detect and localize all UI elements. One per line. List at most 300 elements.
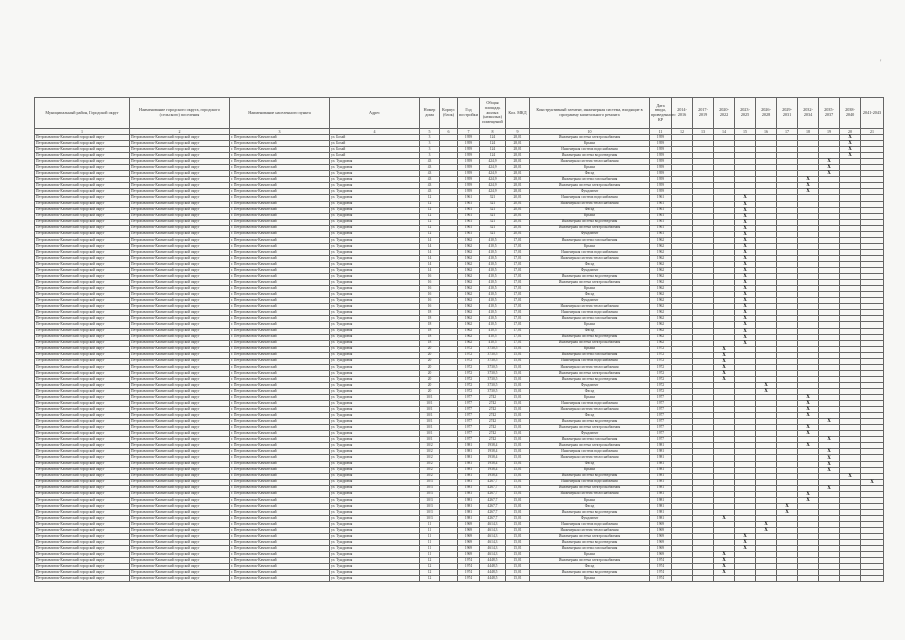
street-cell: ул. Тундровая [330, 171, 420, 177]
area-cell: 4448,5 [480, 570, 506, 576]
district-cell: Петропавловск-Камчатский городской округ [35, 183, 130, 189]
date-cell: 1962 [650, 334, 672, 340]
count-cell: 20,01 [506, 195, 530, 201]
street-cell: ул. Тундровая [330, 552, 420, 558]
area-cell: 1938,4 [480, 461, 506, 467]
area-cell: 124 [480, 141, 506, 147]
district-cell: Петропавловск-Камчатский городской округ [35, 546, 130, 552]
locality-cell: г. Петропавловск-Камчатский [230, 401, 330, 407]
date-cell: 1969 [650, 534, 672, 540]
area-cell: 321 [480, 207, 506, 213]
year-cell: 1962 [458, 274, 480, 280]
district-cell: Петропавловск-Камчатский городской округ [35, 165, 130, 171]
house-cell: 12 [420, 231, 440, 237]
house-cell: 16 [420, 280, 440, 286]
locality-cell: г. Петропавловск-Камчатский [230, 147, 330, 153]
period-cell [693, 576, 714, 582]
area-cell: 410,5 [480, 268, 506, 274]
locality-cell: г. Петропавловск-Камчатский [230, 395, 330, 401]
column-number: 12 [672, 129, 693, 135]
area-cell: 124 [480, 147, 506, 153]
locality-cell: г. Петропавловск-Камчатский [230, 328, 330, 334]
period-cell: X [798, 177, 819, 183]
year-cell: 1961 [458, 201, 480, 207]
element-cell: Инженерная система электроснабжения [530, 280, 650, 286]
district-cell: Петропавловск-Камчатский городской округ [35, 328, 130, 334]
year-cell: 1981 [458, 491, 480, 497]
street-cell: ул. Тундровая [330, 364, 420, 370]
settlement-cell: Петропавловск-Камчатский городской округ [130, 540, 230, 546]
area-cell: 321 [480, 201, 506, 207]
area-cell: 1938,4 [480, 467, 506, 473]
house-cell: 10/3 [420, 485, 440, 491]
settlement-cell: Петропавловск-Камчатский городской округ [130, 280, 230, 286]
area-cell: 410,5 [480, 286, 506, 292]
settlement-cell: Петропавловск-Камчатский городской округ [130, 473, 230, 479]
street-cell: ул. Бохай [330, 147, 420, 153]
locality-cell: г. Петропавловск-Камчатский [230, 183, 330, 189]
district-cell: Петропавловск-Камчатский городской округ [35, 509, 130, 515]
locality-cell: г. Петропавловск-Камчатский [230, 364, 330, 370]
house-cell: 11 [420, 522, 440, 528]
year-cell: 1981 [458, 497, 480, 503]
street-cell: ул. Тундровая [330, 370, 420, 376]
settlement-cell: Петропавловск-Камчатский городской округ [130, 243, 230, 249]
element-cell: Фасад [530, 461, 650, 467]
area-cell: 410,5 [480, 243, 506, 249]
count-cell: 15,01 [506, 534, 530, 540]
house-cell: 14 [420, 261, 440, 267]
column-header: Дата ввода, проведенного КР [650, 98, 672, 129]
settlement-cell: Петропавловск-Камчатский городской округ [130, 534, 230, 540]
date-cell: 1974 [650, 570, 672, 576]
district-cell: Петропавловск-Камчатский городской округ [35, 225, 130, 231]
date-cell: 1977 [650, 419, 672, 425]
year-cell: 1974 [458, 570, 480, 576]
count-cell: 20,01 [506, 207, 530, 213]
locality-cell: г. Петропавловск-Камчатский [230, 425, 330, 431]
period-cell: X [735, 540, 756, 546]
year-cell: 1962 [458, 243, 480, 249]
year-cell: 1969 [458, 540, 480, 546]
period-cell [756, 576, 777, 582]
count-cell: 17,01 [506, 286, 530, 292]
count-cell: 15,01 [506, 419, 530, 425]
period-cell [819, 576, 840, 582]
date-cell: 1977 [650, 425, 672, 431]
year-cell: 1969 [458, 546, 480, 552]
house-cell: 14 [420, 268, 440, 274]
year-cell: 1981 [458, 515, 480, 521]
date-cell: 1959 [650, 147, 672, 153]
house-cell: 43 [420, 165, 440, 171]
count-cell: 15,01 [506, 467, 530, 473]
district-cell: Петропавловск-Камчатский городской округ [35, 237, 130, 243]
element-cell: Инженерная система электроснабжения [530, 183, 650, 189]
house-cell: 16 [420, 304, 440, 310]
house-cell: 12 [420, 558, 440, 564]
element-cell: Фасад [530, 292, 650, 298]
year-cell: 1962 [458, 322, 480, 328]
house-cell: 12 [420, 576, 440, 582]
date-cell: 1962 [650, 298, 672, 304]
district-cell: Петропавловск-Камчатский городской округ [35, 413, 130, 419]
locality-cell: г. Петропавловск-Камчатский [230, 461, 330, 467]
count-cell: 15,01 [506, 455, 530, 461]
period-cell: X [714, 358, 735, 364]
settlement-cell: Петропавловск-Камчатский городской округ [130, 165, 230, 171]
street-cell: ул. Тундровая [330, 159, 420, 165]
locality-cell: г. Петропавловск-Камчатский [230, 564, 330, 570]
year-cell: 1962 [458, 340, 480, 346]
table-row [35, 576, 884, 582]
locality-cell: г. Петропавловск-Камчатский [230, 558, 330, 564]
column-number: 21 [861, 129, 884, 135]
settlement-cell: Петропавловск-Камчатский городской округ [130, 364, 230, 370]
date-cell: 1959 [650, 177, 672, 183]
year-cell: 1974 [458, 564, 480, 570]
element-cell: Инженерная система водоснабжения [530, 249, 650, 255]
area-cell: 2742 [480, 437, 506, 443]
district-cell: Петропавловск-Камчатский городской округ [35, 479, 130, 485]
column-number: 15 [735, 129, 756, 135]
district-cell: Петропавловск-Камчатский городской округ [35, 286, 130, 292]
year-cell: 1962 [458, 237, 480, 243]
locality-cell: г. Петропавловск-Камчатский [230, 334, 330, 340]
period-cell: X [798, 431, 819, 437]
element-cell: Инженерная система электроснабжения [530, 425, 650, 431]
count-cell: 17,01 [506, 280, 530, 286]
date-cell: 1962 [650, 249, 672, 255]
date-cell: 1962 [650, 255, 672, 261]
period-cell: X [714, 515, 735, 521]
element-cell: Фасад [530, 261, 650, 267]
date-cell: 1974 [650, 576, 672, 582]
settlement-cell: Петропавловск-Камчатский городской округ [130, 135, 230, 141]
element-cell: Инженерная система водоснабжения [530, 522, 650, 528]
period-cell: X [714, 352, 735, 358]
street-cell: ул. Тундровая [330, 231, 420, 237]
date-cell: 1969 [650, 552, 672, 558]
district-cell: Петропавловск-Камчатский городской округ [35, 195, 130, 201]
locality-cell: г. Петропавловск-Камчатский [230, 528, 330, 534]
district-cell: Петропавловск-Камчатский городской округ [35, 376, 130, 382]
period-cell: X [819, 171, 840, 177]
year-cell: 1981 [458, 449, 480, 455]
district-cell: Петропавловск-Камчатский городской округ [35, 485, 130, 491]
element-cell: Инженерная система теплоснабжения [530, 528, 650, 534]
column-number: 16 [756, 129, 777, 135]
house-cell: 20 [420, 358, 440, 364]
house-cell: 14 [420, 237, 440, 243]
street-cell: ул. Тундровая [330, 497, 420, 503]
house-cell: 18 [420, 316, 440, 322]
locality-cell: г. Петропавловск-Камчатский [230, 534, 330, 540]
date-cell: 1962 [650, 292, 672, 298]
street-cell: ул. Тундровая [330, 219, 420, 225]
locality-cell: г. Петропавловск-Камчатский [230, 455, 330, 461]
district-cell: Петропавловск-Камчатский городской округ [35, 189, 130, 195]
year-cell: 1959 [458, 165, 480, 171]
locality-cell: г. Петропавловск-Камчатский [230, 449, 330, 455]
house-cell: 11 [420, 540, 440, 546]
street-cell: ул. Тундровая [330, 382, 420, 388]
locality-cell: г. Петропавловск-Камчатский [230, 177, 330, 183]
period-cell: X [819, 449, 840, 455]
street-cell: ул. Тундровая [330, 443, 420, 449]
area-cell: 2742 [480, 425, 506, 431]
year-cell: 1959 [458, 183, 480, 189]
house-cell: 16 [420, 274, 440, 280]
street-cell: ул. Тундровая [330, 183, 420, 189]
settlement-cell: Петропавловск-Камчатский городской округ [130, 382, 230, 388]
settlement-cell: Петропавловск-Камчатский городской округ [130, 225, 230, 231]
period-cell: X [735, 207, 756, 213]
date-cell: 1962 [650, 316, 672, 322]
element-cell: Инженерная система водоотведения [530, 419, 650, 425]
district-cell: Петропавловск-Камчатский городской округ [35, 141, 130, 147]
locality-cell: г. Петропавловск-Камчатский [230, 346, 330, 352]
locality-cell: г. Петропавловск-Камчатский [230, 255, 330, 261]
period-cell: X [819, 165, 840, 171]
year-cell: 1962 [458, 249, 480, 255]
district-cell: Петропавловск-Камчатский городской округ [35, 316, 130, 322]
column-number: 7 [458, 129, 480, 135]
street-cell: ул. Тундровая [330, 431, 420, 437]
element-cell: Инженерная система водоотведения [530, 540, 650, 546]
year-cell: 1962 [458, 316, 480, 322]
settlement-cell: Петропавловск-Камчатский городской округ [130, 183, 230, 189]
year-cell: 1977 [458, 437, 480, 443]
settlement-cell: Петропавловск-Камчатский городской округ [130, 509, 230, 515]
count-cell: 15,01 [506, 540, 530, 546]
district-cell: Петропавловск-Камчатский городской округ [35, 346, 130, 352]
column-header: 2023-2025 [735, 98, 756, 129]
district-cell: Петропавловск-Камчатский городской округ [35, 261, 130, 267]
period-cell: X [714, 370, 735, 376]
locality-cell: г. Петропавловск-Камчатский [230, 195, 330, 201]
column-number: 3 [230, 129, 330, 135]
locality-cell: г. Петропавловск-Камчатский [230, 437, 330, 443]
street-cell: ул. Тундровая [330, 322, 420, 328]
date-cell: 1972 [650, 382, 672, 388]
period-cell: X [714, 552, 735, 558]
district-cell: Петропавловск-Камчатский городской округ [35, 552, 130, 558]
locality-cell: г. Петропавловск-Камчатский [230, 382, 330, 388]
date-cell: 1962 [650, 261, 672, 267]
element-cell: Крыша [530, 467, 650, 473]
locality-cell: г. Петропавловск-Камчатский [230, 497, 330, 503]
settlement-cell: Петропавловск-Камчатский городской округ [130, 286, 230, 292]
area-cell: 1938,4 [480, 455, 506, 461]
year-cell: 1981 [458, 509, 480, 515]
count-cell: 17,01 [506, 255, 530, 261]
period-cell: X [840, 135, 861, 141]
element-cell: Инженерная система теплоснабжения [530, 255, 650, 261]
street-cell: ул. Тундровая [330, 376, 420, 382]
street-cell: ул. Тундровая [330, 522, 420, 528]
period-cell: X [798, 183, 819, 189]
column-number: 11 [650, 129, 672, 135]
area-cell: 4448,5 [480, 558, 506, 564]
period-cell: X [714, 346, 735, 352]
year-cell: 1962 [458, 298, 480, 304]
element-cell: Инженерная система электроснабжения [530, 135, 650, 141]
district-cell: Петропавловск-Камчатский городской округ [35, 340, 130, 346]
locality-cell: г. Петропавловск-Камчатский [230, 298, 330, 304]
locality-cell: г. Петропавловск-Камчатский [230, 171, 330, 177]
column-header: Адрес [330, 98, 420, 129]
settlement-cell: Петропавловск-Камчатский городской округ [130, 449, 230, 455]
settlement-cell: Петропавловск-Камчатский городской округ [130, 177, 230, 183]
year-cell: 1981 [458, 461, 480, 467]
year-cell: 1981 [458, 485, 480, 491]
period-cell: X [798, 189, 819, 195]
area-cell: 4614,3 [480, 522, 506, 528]
house-cell: 18 [420, 340, 440, 346]
date-cell: 1962 [650, 280, 672, 286]
count-cell: 28,01 [506, 147, 530, 153]
area-cell: 2742 [480, 407, 506, 413]
count-cell: 20,01 [506, 225, 530, 231]
element-cell: Инженерная система электроснабжения [530, 558, 650, 564]
locality-cell: г. Петропавловск-Камчатский [230, 316, 330, 322]
house-cell: 10/1 [420, 395, 440, 401]
settlement-cell: Петропавловск-Камчатский городской округ [130, 376, 230, 382]
period-cell [798, 576, 819, 582]
period-cell: X [756, 528, 777, 534]
period-cell: X [735, 292, 756, 298]
settlement-cell: Петропавловск-Камчатский городской округ [130, 419, 230, 425]
street-cell: ул. Тундровая [330, 407, 420, 413]
element-cell: Инженерная система водоснабжения [530, 449, 650, 455]
year-cell: 1977 [458, 431, 480, 437]
house-cell: 10/3 [420, 509, 440, 515]
count-cell: 15,01 [506, 352, 530, 358]
area-cell: 124 [480, 153, 506, 159]
house-cell: 43 [420, 171, 440, 177]
house-cell: 43 [420, 183, 440, 189]
element-cell: Крыша [530, 243, 650, 249]
settlement-cell: Петропавловск-Камчатский городской округ [130, 570, 230, 576]
year-cell: 1959 [458, 177, 480, 183]
year-cell: 1972 [458, 370, 480, 376]
year-cell: 1969 [458, 528, 480, 534]
column-header: Конструктивный элемент, инженерная система, входящие в программу капитального ремонта [530, 98, 650, 129]
locality-cell: г. Петропавловск-Камчатский [230, 153, 330, 159]
house-cell: 43 [420, 189, 440, 195]
column-header: 2035-2037 [819, 98, 840, 129]
date-cell: 1981 [650, 455, 672, 461]
district-cell: Петропавловск-Камчатский городской округ [35, 431, 130, 437]
year-cell: 1961 [458, 225, 480, 231]
element-cell: Инженерная система водоотведения [530, 473, 650, 479]
count-cell: 28,01 [506, 159, 530, 165]
street-cell: ул. Тундровая [330, 570, 420, 576]
year-cell: 1961 [458, 213, 480, 219]
house-cell: 3 [420, 141, 440, 147]
locality-cell: г. Петропавловск-Камчатский [230, 413, 330, 419]
date-cell: 1981 [650, 449, 672, 455]
period-cell: X [840, 147, 861, 153]
area-cell: 4614,3 [480, 546, 506, 552]
date-cell: 1981 [650, 467, 672, 473]
period-cell: X [840, 473, 861, 479]
element-cell: Инженерная система теплоснабжения [530, 407, 650, 413]
year-cell: 1981 [458, 455, 480, 461]
count-cell: 15,01 [506, 364, 530, 370]
date-cell: 1972 [650, 364, 672, 370]
area-cell: 424,9 [480, 183, 506, 189]
district-cell: Петропавловск-Камчатский городской округ [35, 298, 130, 304]
settlement-cell: Петропавловск-Камчатский городской округ [130, 189, 230, 195]
settlement-cell: Петропавловск-Камчатский городской округ [130, 413, 230, 419]
period-cell: X [798, 401, 819, 407]
house-cell: 14 [420, 249, 440, 255]
element-cell: Фундамент [530, 268, 650, 274]
column-header: 2026-2028 [756, 98, 777, 129]
area-cell: 424,9 [480, 171, 506, 177]
house-cell: 11 [420, 546, 440, 552]
period-cell: X [735, 280, 756, 286]
area-cell: 2742 [480, 413, 506, 419]
year-cell: 1972 [458, 388, 480, 394]
year-cell: 1959 [458, 171, 480, 177]
date-cell: 1962 [650, 322, 672, 328]
settlement-cell: Петропавловск-Камчатский городской округ [130, 461, 230, 467]
count-cell: 28,01 [506, 189, 530, 195]
area-cell: 410,5 [480, 261, 506, 267]
house-cell: 12 [420, 213, 440, 219]
settlement-cell: Петропавловск-Камчатский городской округ [130, 558, 230, 564]
count-cell: 17,01 [506, 298, 530, 304]
district-cell: Петропавловск-Камчатский городской округ [35, 564, 130, 570]
period-cell: X [840, 153, 861, 159]
house-cell: 18 [420, 322, 440, 328]
element-cell: Инженерная система водоснабжения [530, 147, 650, 153]
element-cell: Фундамент [530, 382, 650, 388]
count-cell: 15,01 [506, 370, 530, 376]
date-cell: 1972 [650, 388, 672, 394]
settlement-cell: Петропавловск-Камчатский городской округ [130, 249, 230, 255]
year-cell: 1981 [458, 473, 480, 479]
date-cell: 1981 [650, 515, 672, 521]
element-cell: Крыша [530, 322, 650, 328]
year-cell: 1959 [458, 189, 480, 195]
period-cell: X [756, 522, 777, 528]
house-cell: 10/3 [420, 491, 440, 497]
count-cell: 15,01 [506, 497, 530, 503]
street-cell: ул. Тундровая [330, 425, 420, 431]
district-cell: Петропавловск-Камчатский городской округ [35, 249, 130, 255]
date-cell: 1962 [650, 243, 672, 249]
street-cell: ул. Тундровая [330, 292, 420, 298]
district-cell: Петропавловск-Камчатский городской округ [35, 292, 130, 298]
column-number: 10 [530, 129, 650, 135]
street-cell: ул. Тундровая [330, 479, 420, 485]
element-cell: Инженерная система газоснабжения [530, 546, 650, 552]
element-cell: Фундамент [530, 189, 650, 195]
house-cell: 10/2 [420, 461, 440, 467]
house-cell: 10/1 [420, 401, 440, 407]
element-cell: Фасад [530, 564, 650, 570]
locality-cell: г. Петропавловск-Камчатский [230, 515, 330, 521]
element-cell: Инженерная система водоотведения [530, 274, 650, 280]
column-header: Корпус (блок) [440, 98, 458, 129]
street-cell: ул. Тундровая [330, 213, 420, 219]
element-cell: Инженерная система газоснабжения [530, 177, 650, 183]
date-cell: 1959 [650, 189, 672, 195]
